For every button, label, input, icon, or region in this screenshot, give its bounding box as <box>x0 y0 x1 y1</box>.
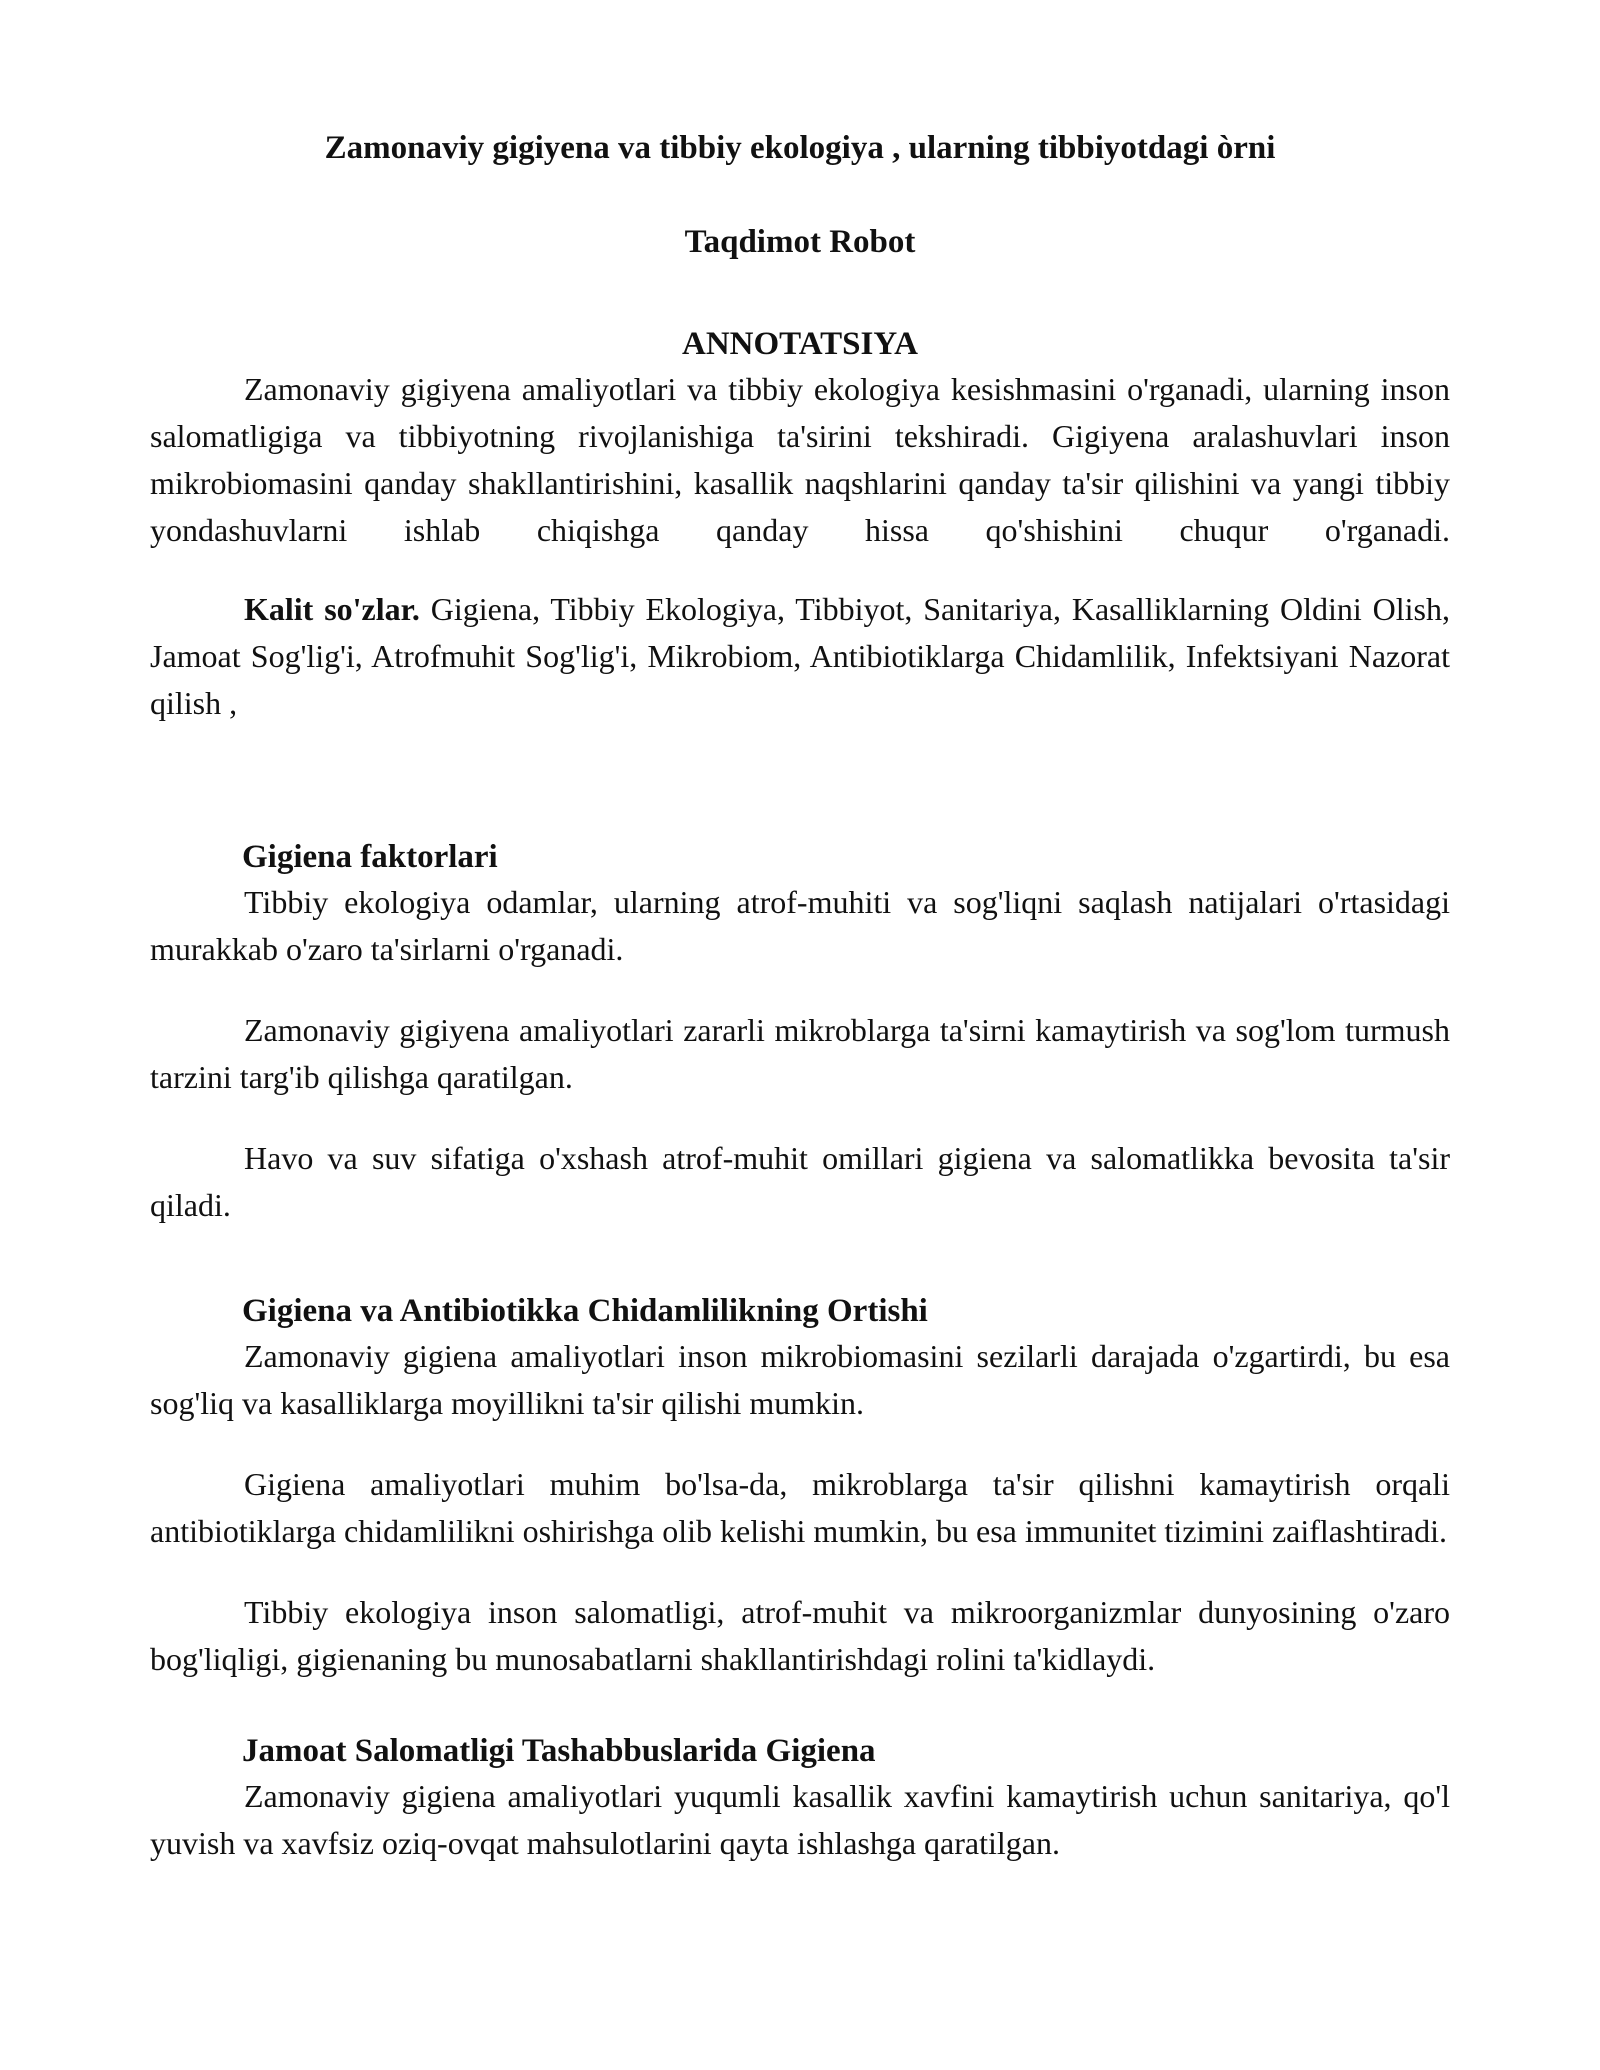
section-paragraph: Havo va suv sifatiga o'xshash atrof-muhit omillari gigiena va salomatlikka bevosita ta'sir qiladi. <box>150 1140 1450 1223</box>
section-heading: Gigiena faktorlari <box>242 839 498 875</box>
keywords-paragraph <box>150 586 1450 727</box>
abstract-paragraph: Zamonaviy gigiyena amaliyotlari va tibbiy ekologiya kesishmasini o'rganadi, ularning inson salomatligiga va tibbiyotning rivojlanishiga ta'sirini tekshiradi. Gigiyena aralashuvlari inson mikrobiomasini qanday shakllantirishini, kasallik naqshlarini qanday ta'sir qilishini va yangi tibbiy yondashuvlarni ishlab chiqishga qanday hissa qo'shishini chuqur o'rganadi. <box>150 371 1450 548</box>
annotation-heading: ANNOTATSIYA <box>682 326 918 362</box>
keywords-text: Gigiena, Tibbiy Ekologiya, Tibbiyot, Sanitariya, Kasalliklarning Oldini Olish, Jamoat Sog'lig'i, Atrofmuhit Sog'lig'i, Mikrobiom, Antibiotiklarga Chidamlilik, Infektsiyani Nazorat qilish , <box>150 591 1451 721</box>
section-paragraph: Zamonaviy gigiyena amaliyotlari zararli mikroblarga ta'sirni kamaytirish va sog'lom turmush tarzini targ'ib qilishga qaratilgan. <box>150 1012 1450 1095</box>
keywords-label: Kalit so'zlar. <box>244 591 420 627</box>
section-paragraph: Tibbiy ekologiya inson salomatligi, atrof-muhit va mikroorganizmlar dunyosining o'zaro bog'liqligi, gigienaning bu munosabatlarni shakllantirishdagi rolini ta'kidlaydi. <box>150 1594 1450 1677</box>
section-paragraph: Zamonaviy gigiena amaliyotlari yuqumli kasallik xavfini kamaytirish uchun sanitariya, qo'l yuvish va xavfsiz oziq-ovqat mahsulotlarini qayta ishlashga qaratilgan. <box>150 1778 1450 1861</box>
section-paragraph: Zamonaviy gigiena amaliyotlari inson mikrobiomasini sezilarli darajada o'zgartirdi, bu esa sog'liq va kasalliklarga moyillikni ta'sir qilishi mumkin. <box>150 1338 1450 1421</box>
section-heading: Gigiena va Antibiotikka Chidamlilikning Ortishi <box>242 1293 928 1329</box>
section-heading: Jamoat Salomatligi Tashabbuslarida Gigiena <box>242 1733 876 1769</box>
document-title: Zamonaviy gigiyena va tibbiy ekologiya , ularning tibbiyotdagi òrni <box>324 130 1276 166</box>
section-paragraph: Gigiena amaliyotlari muhim bo'lsa-da, mikroblarga ta'sir qilishni kamaytirish orqali antibiotiklarga chidamlilikni oshirishga olib kelishi mumkin, bu esa immunitet tizimini zaiflashtiradi. <box>150 1466 1450 1549</box>
section-paragraph: Tibbiy ekologiya odamlar, ularning atrof-muhiti va sog'liqni saqlash natijalari o'rtasidagi murakkab o'zaro ta'sirlarni o'rganadi. <box>150 884 1450 967</box>
document-subtitle: Taqdimot Robot <box>684 224 916 260</box>
